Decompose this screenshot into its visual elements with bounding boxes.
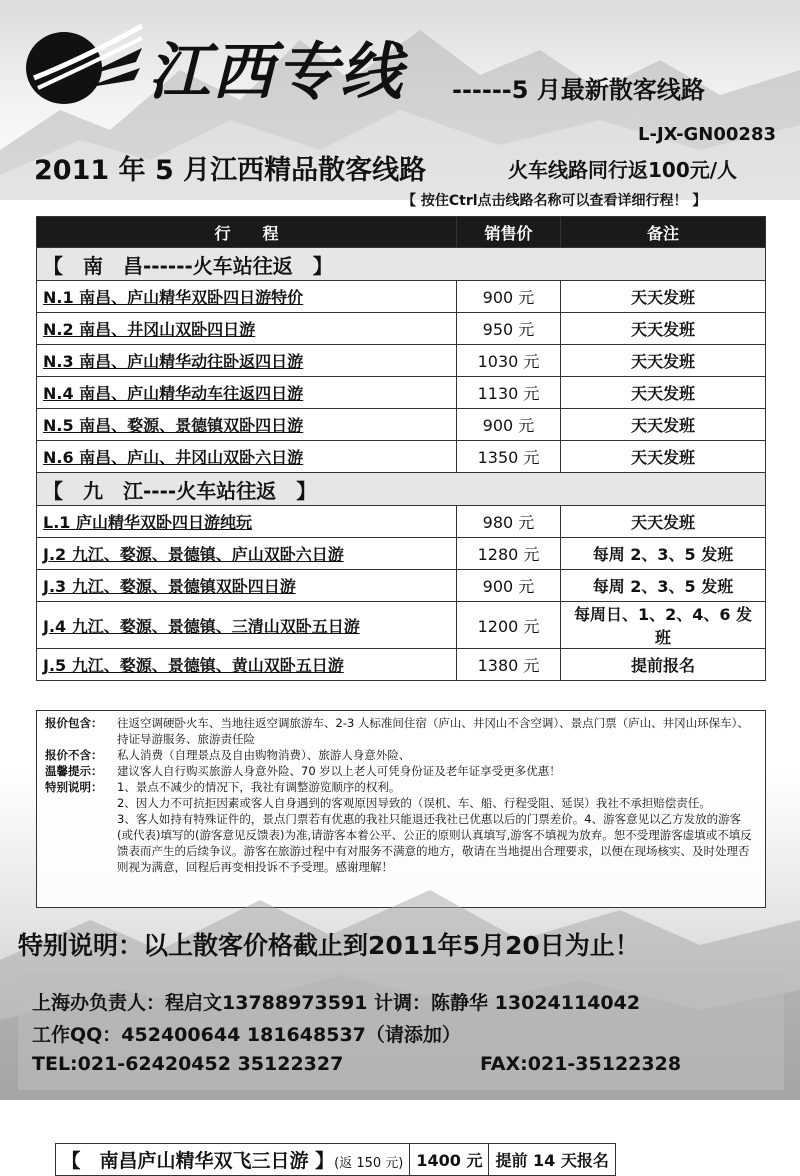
table-row[interactable] xyxy=(37,345,766,377)
price-cell: 1030 元 xyxy=(457,345,561,377)
note-cell: 每周 2、3、5 发班 xyxy=(561,570,766,602)
table-row[interactable] xyxy=(37,538,766,570)
note-cell: 提前 14 天报名 xyxy=(489,1143,615,1175)
contact-fax: FAX:021-35122328 xyxy=(480,1053,682,1075)
route-link[interactable]: N.6 南昌、庐山、井冈山双卧六日游 xyxy=(43,448,304,467)
table-row[interactable] xyxy=(37,602,766,649)
note-cell: 每周日、1、2、4、6 发班 xyxy=(561,602,766,649)
route-link[interactable]: N.2 南昌、井冈山双卧四日游 xyxy=(43,320,256,339)
info-row: 报价包含： 往返空调硬卧火车、当地往返空调旅游车、2-3 人标准间住宿（庐山、井冈山不含空调）、景点门票（庐山、井冈山环保车）、持证导游服务、旅游责任险 xyxy=(45,716,749,746)
deadline-note: 特别说明：以上散客价格截止到2011年5月20日为止！ xyxy=(18,931,640,960)
contact-line-qq: 工作QQ：452400644 181648537（请添加） xyxy=(32,1024,461,1046)
group-header-nanchang: 【 南 昌------火车站往返 】 xyxy=(37,248,766,281)
note-cell: 天天发班 xyxy=(561,281,766,313)
note-cell: 天天发班 xyxy=(561,409,766,441)
price-cell: 1200 元 xyxy=(457,602,561,649)
price-cell: 1280 元 xyxy=(457,538,561,570)
brand-title: 江西专线 xyxy=(148,35,405,108)
table-header-row xyxy=(37,217,766,248)
info-row: 温馨提示： 建议客人自行购买旅游人身意外险、70 岁以上老人可凭身份证及老年证享受更多优惠！ xyxy=(45,764,561,778)
note-cell: 提前报名 xyxy=(561,649,766,681)
route-link[interactable]: N.4 南昌、庐山精华动车往返四日游 xyxy=(43,384,304,403)
info-row: 3、客人如持有特殊证件的，景点门票若有优惠的我社只能退还我社已优惠以后的门票差价。4、游客意见以乙方发放的游客(或代表)填写的(游客意见反馈表)为准,请游客本着公平、公正的原则认真填写,游客不填视为放弃。恕不受理游客虚填或不填反馈表而产生的后续争议。游客在旅游过程中有对服务不满意的地方，敬请在当地提出合理要求，以便在现场核实、及时处理否则视为满意，回程后再变相投诉不予受理。感谢理解！ xyxy=(117,812,752,874)
logo-icon xyxy=(24,18,144,108)
special-route-link[interactable]: 【 南昌庐山精华双飞三日游 】 xyxy=(61,1149,335,1172)
header-price: 销售价 xyxy=(457,217,561,248)
table-row[interactable] xyxy=(37,570,766,602)
route-link[interactable]: N.5 南昌、婺源、景德镇双卧四日游 xyxy=(43,416,304,435)
route-link[interactable]: L.1 庐山精华双卧四日游纯玩 xyxy=(43,513,252,532)
table-row[interactable] xyxy=(37,377,766,409)
price-cell: 900 元 xyxy=(457,409,561,441)
price-cell: 1380 元 xyxy=(457,649,561,681)
route-link[interactable]: J.4 九江、婺源、景德镇、三清山双卧五日游 xyxy=(43,616,360,636)
note-cell: 天天发班 xyxy=(561,377,766,409)
route-link[interactable]: J.2 九江、婺源、景德镇、庐山双卧六日游 xyxy=(43,545,344,564)
info-row: 特别说明： 1、景点不减少的情况下，我社有调整游览顺序的权利。 xyxy=(45,780,401,794)
note-cell: 天天发班 xyxy=(561,345,766,377)
price-cell: 980 元 xyxy=(457,506,561,538)
table-row[interactable] xyxy=(37,441,766,473)
note-cell: 天天发班 xyxy=(561,441,766,473)
info-row: 2、因人力不可抗拒因素或客人自身遇到的客观原因导致的（误机、车、船、行程受阻、延误）我社不承担赔偿责任。 xyxy=(117,796,711,810)
price-cell: 1400 元 xyxy=(410,1143,489,1175)
route-link[interactable]: J.5 九江、婺源、景德镇、黄山双卧五日游 xyxy=(43,656,344,675)
note-cell: 天天发班 xyxy=(561,506,766,538)
route-link[interactable]: J.3 九江、婺源、景德镇双卧四日游 xyxy=(43,577,296,596)
contact-line-manager: 上海办负责人：程启文13788973591 计调：陈静华 13024114042 xyxy=(32,992,641,1014)
route-link[interactable]: N.1 南昌、庐山精华双卧四日游特价 xyxy=(43,288,304,307)
table-row[interactable] xyxy=(37,649,766,681)
header-route: 行 程 xyxy=(37,217,457,248)
special-route-extra: (返 150 元) xyxy=(334,1155,404,1171)
return-note: 火车线路同行返100元/人 xyxy=(508,158,738,182)
group-header-jiujiang: 【 九 江----火车站往返 】 xyxy=(37,473,766,506)
contact-panel xyxy=(18,970,784,1090)
note-cell: 每周 2、3、5 发班 xyxy=(561,538,766,570)
table-row[interactable] xyxy=(37,281,766,313)
price-cell: 900 元 xyxy=(457,281,561,313)
table-row[interactable] xyxy=(37,313,766,345)
special-route-row[interactable] xyxy=(55,1143,616,1176)
price-cell: 950 元 xyxy=(457,313,561,345)
price-cell: 900 元 xyxy=(457,570,561,602)
price-cell: 1130 元 xyxy=(457,377,561,409)
route-link[interactable]: N.3 南昌、庐山精华动往卧返四日游 xyxy=(43,352,304,371)
contact-tel: TEL:021-62420452 35122327 xyxy=(32,1053,344,1075)
brand-subtitle: ------5 月最新散客线路 xyxy=(452,76,705,104)
main-title: 2011 年 5 月江西精品散客线路 xyxy=(34,155,427,186)
table-row[interactable] xyxy=(37,409,766,441)
note-cell: 天天发班 xyxy=(561,313,766,345)
table-row[interactable] xyxy=(37,506,766,538)
header-note: 备注 xyxy=(561,217,766,248)
info-row: 报价不含： 私人消费（自理景点及自由购物消费）、旅游人身意外险、 xyxy=(45,748,411,762)
ctrl-click-note: 【 按住Ctrl点击线路名称可以查看详细行程！ 】 xyxy=(402,193,707,209)
price-cell: 1350 元 xyxy=(457,441,561,473)
route-code: L-JX-GN00283 xyxy=(638,124,776,145)
